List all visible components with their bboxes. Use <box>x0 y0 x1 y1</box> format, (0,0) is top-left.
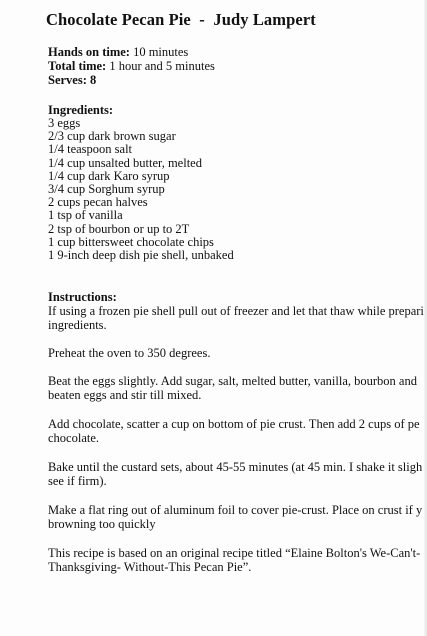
list-item: 2/3 cup dark brown sugar <box>48 129 176 144</box>
list-item: 1/4 cup dark Karo syrup <box>48 168 170 183</box>
ingredients-heading: Ingredients: <box>48 103 114 117</box>
list-item: 1 tsp of vanilla <box>48 208 123 223</box>
instruction-line: Add chocolate, scatter a cup on bottom of pie crust. Then add 2 cups of pe <box>48 417 420 431</box>
instruction-step <box>48 460 427 488</box>
instruction-line: beaten eggs and stir till mixed. <box>48 388 202 402</box>
hands-on-time-label: Hands on time: <box>48 45 130 59</box>
instruction-step <box>48 503 427 531</box>
instruction-line: If using a frozen pie shell pull out of freezer and let that thaw while prepari <box>48 304 424 318</box>
list-item: 2 cups pecan halves <box>48 195 148 210</box>
instruction-line: This recipe is based on an original recipe titled “Elaine Bolton's We-Can't- <box>48 546 421 560</box>
total-time-value: 1 hour and 5 minutes <box>106 59 215 73</box>
instruction-line: Make a flat ring out of aluminum foil to cover pie-crust. Place on crust if y <box>48 503 423 517</box>
instruction-line: chocolate. <box>48 431 100 445</box>
ingredients-list <box>48 117 234 262</box>
recipe-title: Chocolate Pecan Pie - Judy Lampert <box>46 10 316 29</box>
instruction-line: Preheat the oven to 350 degrees. <box>48 346 211 360</box>
list-item: 1/4 cup unsalted butter, melted <box>48 155 202 170</box>
instruction-line: browning too quickly <box>48 517 156 531</box>
instruction-step <box>48 417 427 445</box>
total-time <box>48 59 215 73</box>
list-item: 2 tsp of bourbon or up to 2T <box>48 221 190 236</box>
hands-on-time-value: 10 minutes <box>129 45 189 59</box>
instruction-line: Beat the eggs slightly. Add sugar, salt, melted butter, vanilla, bourbon and <box>48 374 417 388</box>
instruction-line: ingredients. <box>48 318 107 332</box>
instruction-step <box>48 546 427 574</box>
instruction-line: see if firm). <box>48 474 107 488</box>
instructions-heading: Instructions: <box>48 290 117 304</box>
list-item: 1/4 teaspoon salt <box>48 142 133 157</box>
instruction-step <box>48 346 427 360</box>
hands-on-time <box>48 45 188 59</box>
list-item: 1 cup bittersweet chocolate chips <box>48 234 214 249</box>
serves-label: Serves: 8 <box>48 73 97 87</box>
instruction-line: Bake until the custard sets, about 45-55 minutes (at 45 min. I shake it sligh <box>48 460 423 474</box>
instruction-step <box>48 304 427 332</box>
serves <box>48 73 96 87</box>
instruction-step <box>48 374 427 402</box>
list-item: 1 9-inch deep dish pie shell, unbaked <box>48 248 234 263</box>
total-time-label: Total time: <box>48 59 107 73</box>
list-item: 3/4 cup Sorghum syrup <box>48 182 165 197</box>
list-item: 3 eggs <box>48 116 81 130</box>
instruction-line: Thanksgiving- Without-This Pecan Pie”. <box>48 560 252 574</box>
